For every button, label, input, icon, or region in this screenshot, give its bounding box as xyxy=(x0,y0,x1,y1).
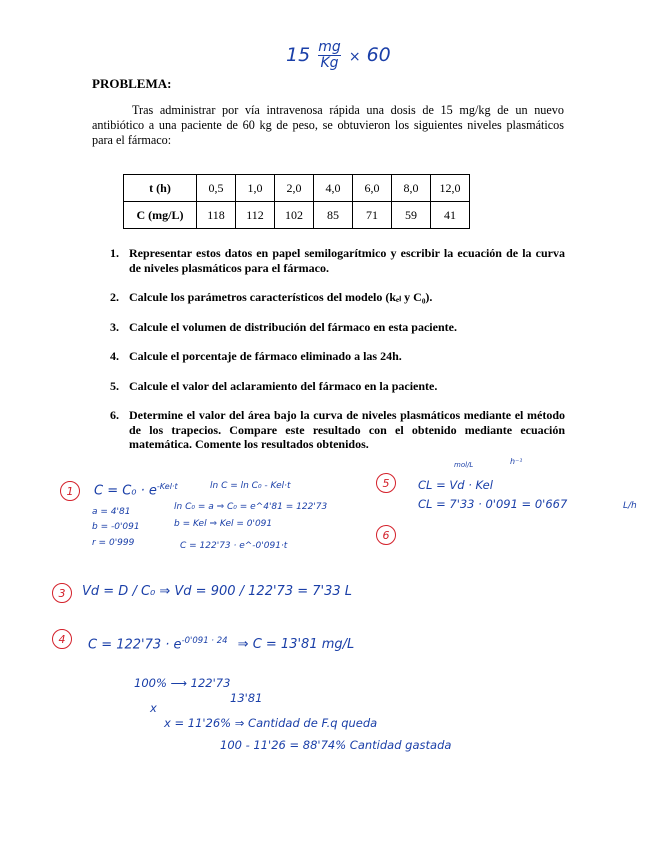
table-cell: 118 xyxy=(197,202,236,229)
header-note xyxy=(286,40,391,71)
question-text: Calcule el porcentaje de fármaco eliminado a las 24h. xyxy=(129,349,402,363)
answer-6-marker: 6 xyxy=(376,525,396,545)
answer-1-ln-line: ln C = ln C₀ - Kel·t xyxy=(210,481,291,491)
answer-4-eq-base: C = 122'73 · e xyxy=(88,637,182,653)
table-cell: 4,0 xyxy=(314,175,353,202)
answer-1-equation xyxy=(94,482,178,498)
question-number: 1. xyxy=(110,246,119,260)
table-row-time xyxy=(124,175,470,202)
problem-title: PROBLEMA: xyxy=(92,76,172,91)
question-text: Calcule el volumen de distribución del fármaco en esta paciente. xyxy=(129,319,457,334)
answer-4-equation xyxy=(88,636,354,652)
table-cell: 0,5 xyxy=(197,175,236,202)
question-number: 2. xyxy=(110,290,119,304)
answer-5-units-top: mol/L xyxy=(454,461,474,469)
question-number: 4. xyxy=(110,349,119,363)
question-list xyxy=(110,246,565,467)
header-unit-top: mg xyxy=(318,39,341,55)
problem-intro: Tras administrar por vía intravenosa rápida una dosis de 15 mg/kg de un nuevo antibiótico a una paciente de 60 kg de peso, se obtuvieron los siguientes niveles plasmáticos para el fármaco: xyxy=(92,103,564,147)
answer-5-marker: 5 xyxy=(376,473,396,493)
answer-1-r: r = 0'999 xyxy=(92,538,135,548)
table-header-concentration: C (mg/L) xyxy=(124,202,197,229)
table-cell: 6,0 xyxy=(353,175,392,202)
question-item xyxy=(110,246,565,275)
answer-4-proportion-2: 13'81 xyxy=(230,691,263,705)
table-cell: 85 xyxy=(314,202,353,229)
table-header-time: t (h) xyxy=(124,175,197,202)
answer-1-a: a = 4'81 xyxy=(92,507,131,517)
question-number: 3. xyxy=(110,319,119,334)
answer-1-bkel: b = Kel ⇒ Kel = 0'091 xyxy=(174,519,273,529)
answer-5-cl-unit: L/h xyxy=(623,501,637,511)
answer-5-units-h: h⁻¹ xyxy=(510,457,523,466)
question-item xyxy=(110,290,565,305)
answer-5-cl-formula: CL = Vd · Kel xyxy=(418,478,493,492)
answer-4-eq-result: ⇒ C = 13'81 mg/L xyxy=(237,637,355,653)
answer-4-result-1: x = 11'26% ⇒ Cantidad de F.q queda xyxy=(164,716,378,730)
table-cell: 2,0 xyxy=(275,175,314,202)
question-text: Determine el valor del área bajo la curva de niveles plasmáticos mediante el método de los trapecios. Compare este resultado con el obtenido mediante ecuación matemática. Comente los resultados obtenidos. xyxy=(129,408,565,451)
question-item xyxy=(110,349,565,364)
header-unit-bottom: Kg xyxy=(320,55,339,71)
table-cell: 12,0 xyxy=(431,175,470,202)
header-times: × xyxy=(348,49,361,65)
answer-4-proportion-x: x xyxy=(150,701,157,715)
question-text: Representar estos datos en papel semilogarítmico y escribir la ecuación de la curva de niveles plasmáticos para el fármaco. xyxy=(129,246,565,275)
answer-1-eq-base: C = C₀ · e xyxy=(94,483,157,499)
question-item xyxy=(110,320,565,335)
table-cell: 8,0 xyxy=(392,175,431,202)
answer-3-marker: 3 xyxy=(52,583,72,603)
data-table xyxy=(123,174,470,229)
table-cell: 41 xyxy=(431,202,470,229)
answer-1-lnc0: ln C₀ = a ⇒ C₀ = e^4'81 = 122'73 xyxy=(174,502,328,512)
question-text: Calcule los parámetros característicos del modelo (kₑₗ y C₀). xyxy=(129,290,433,304)
question-text: Calcule el valor del aclaramiento del fármaco en la paciente. xyxy=(129,378,438,393)
answer-1-c-eq: C = 122'73 · e^-0'091·t xyxy=(180,541,288,551)
table-cell: 71 xyxy=(353,202,392,229)
table-row-concentration xyxy=(124,202,470,229)
header-weight: 60 xyxy=(366,44,391,66)
answer-5-cl-calc: CL = 7'33 · 0'091 = 0'667 xyxy=(418,497,568,511)
answer-1-eq-exp: -Kel·t xyxy=(156,482,178,491)
answer-4-proportion-1: 100% ⟶ 122'73 xyxy=(134,676,231,690)
header-dose: 15 xyxy=(286,44,311,66)
answer-1-b: b = -0'091 xyxy=(92,522,140,532)
table-cell: 102 xyxy=(275,202,314,229)
table-cell: 1,0 xyxy=(236,175,275,202)
question-number: 6. xyxy=(110,408,119,422)
answer-4-marker: 4 xyxy=(52,629,72,649)
table-cell: 112 xyxy=(236,202,275,229)
answer-4-result-2: 100 - 11'26 = 88'74% Cantidad gastada xyxy=(220,738,452,752)
question-item xyxy=(110,408,565,452)
answer-3-vd: Vd = D / C₀ ⇒ Vd = 900 / 122'73 = 7'33 L xyxy=(82,584,353,599)
answer-1-marker: 1 xyxy=(60,481,80,501)
table-cell: 59 xyxy=(392,202,431,229)
answer-4-eq-exp: -0'091 · 24 xyxy=(181,636,228,646)
question-item xyxy=(110,379,565,394)
question-number: 5. xyxy=(110,378,119,393)
